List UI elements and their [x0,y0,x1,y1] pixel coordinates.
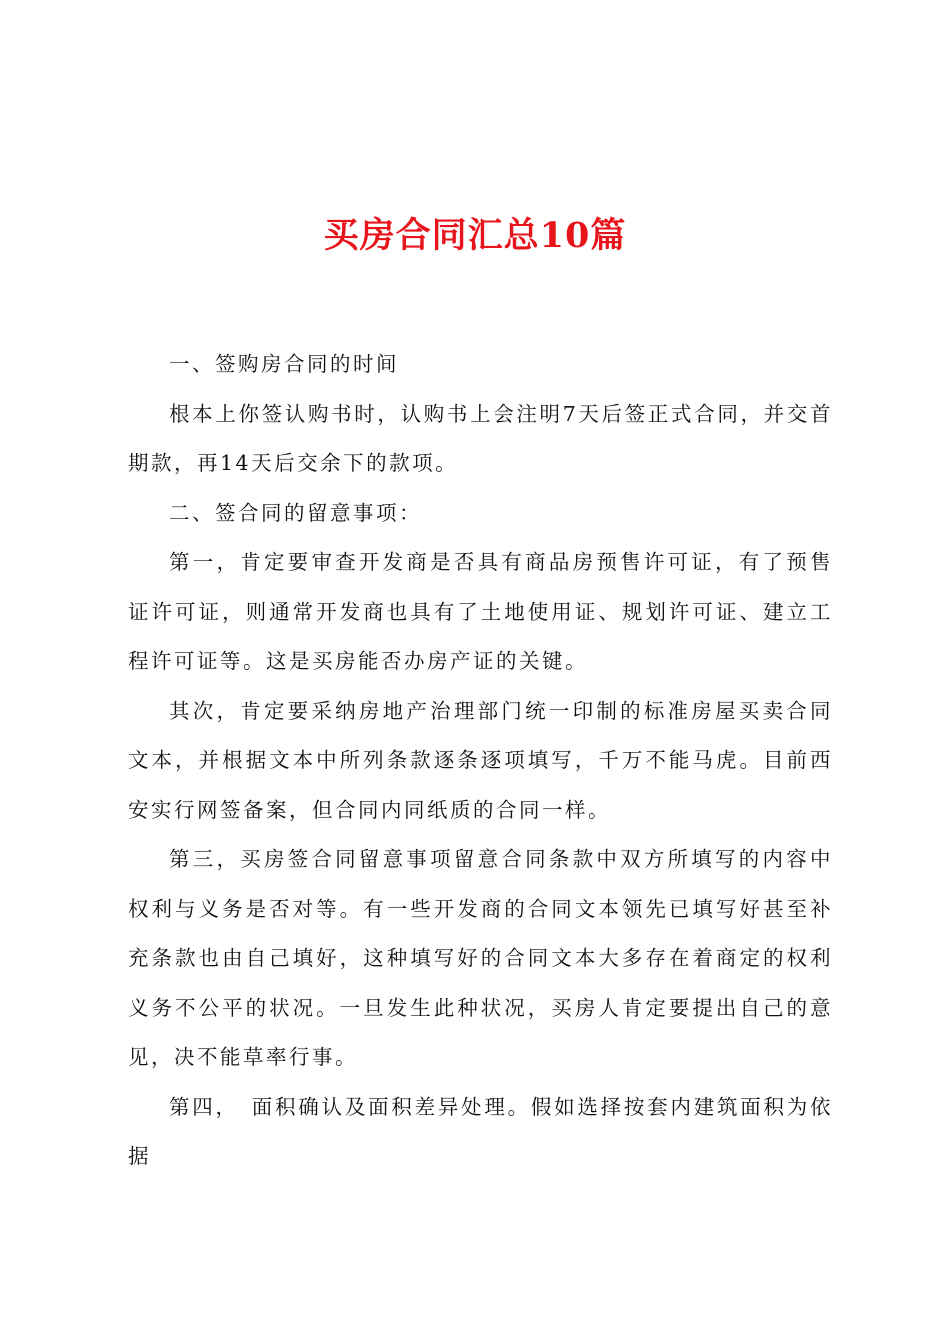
paragraph-section-2-heading: 二、签合同的留意事项： [169,500,422,525]
paragraph-section-1-heading: 一、签购房合同的时间 [169,352,399,376]
paragraph-signing-time: 根本上你签认购书时，认购书上会注明7天后签正式合同，并交首期款，再14天后交余下的款项。 [128,401,833,475]
paragraph-point-1: 第一，肯定要审查开发商是否具有商品房预售许可证，有了预售证许可证，则通常开发商也具有了土地使用证、规划许可证、建立工程许可证等。这是买房能否办房产证的关键。 [128,550,833,673]
paragraph-point-2: 其次，肯定要采纳房地产治理部门统一印制的标准房屋买卖合同文本，并根据文本中所列条款逐条逐项填写，千万不能马虎。目前西安实行网签备案，但合同内同纸质的合同一样。 [128,698,833,822]
document-body [128,340,833,1182]
document-title: 买房合同汇总10篇 [323,215,627,256]
paragraph-point-4: 第四， 面积确认及面积差异处理。假如选择按套内建筑面积为依据 [128,1094,833,1168]
paragraph-point-3: 第三，买房签合同留意事项留意合同条款中双方所填写的内容中权利与义务是否对等。有一些开发商的合同文本领先已填写好甚至补充条款也由自己填好，这种填写好的合同文本大多存在着商定的权利义务不公平的状况。一旦发生此种状况，买房人肯定要提出自己的意见，决不能草率行事。 [128,847,833,1069]
